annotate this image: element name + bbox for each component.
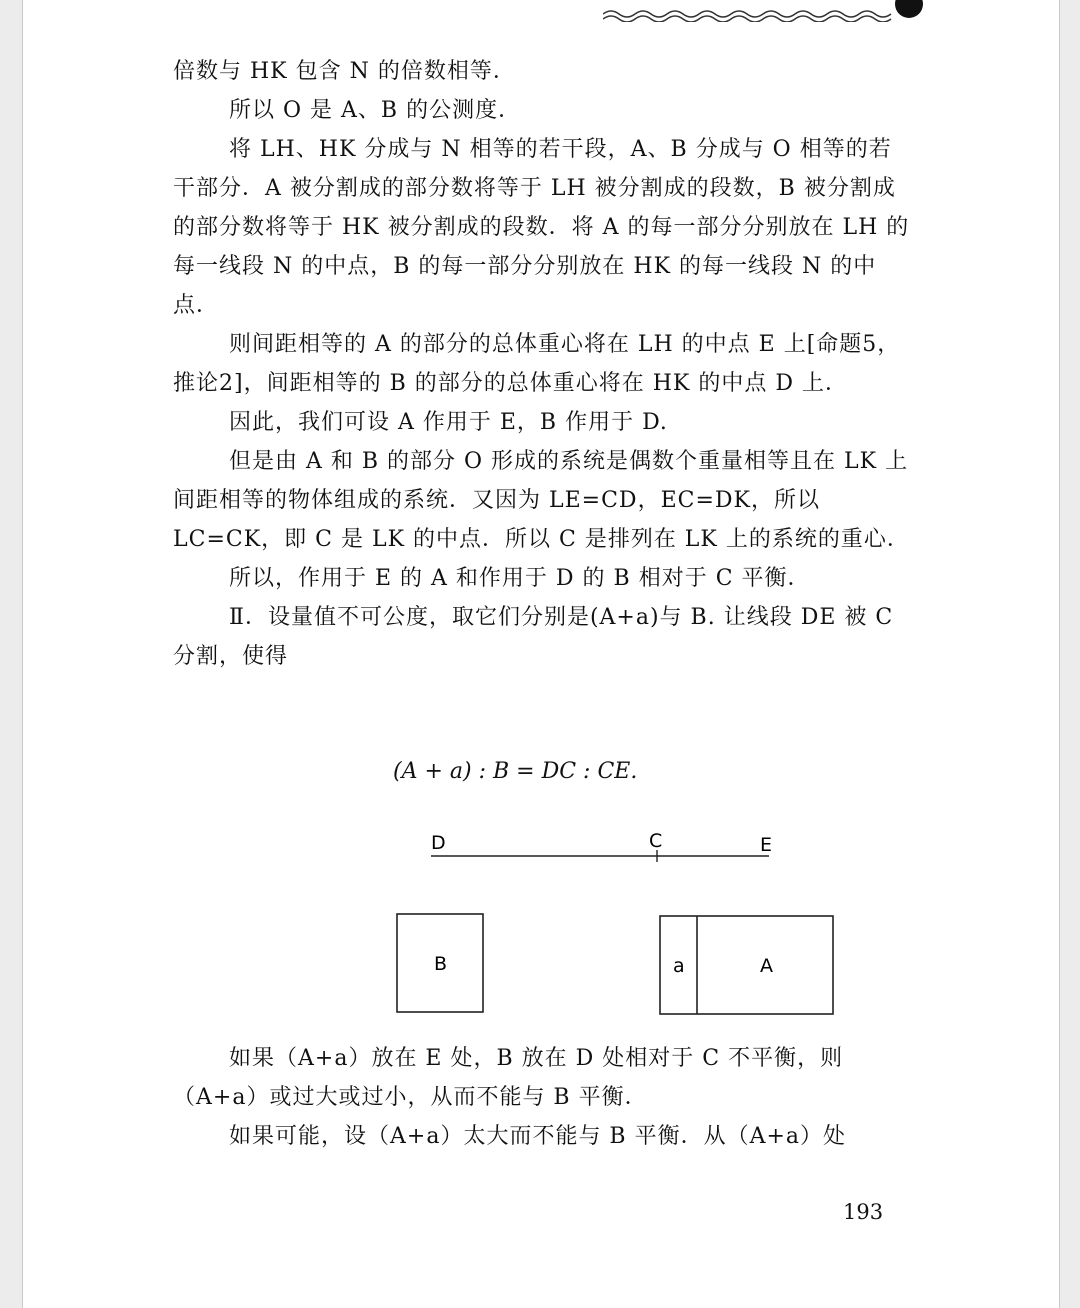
paragraph: 如果可能，设（A+a）太大而不能与 B 平衡．从（A+a）处 [229, 1124, 847, 1149]
header-ornament [603, 0, 933, 22]
book-page [22, 0, 1060, 1308]
lever-figure [383, 820, 853, 1034]
page-number: 193 [843, 1200, 884, 1224]
paragraph: 因此，我们可设 A 作用于 E，B 作用于 D. [229, 410, 668, 435]
paragraph: 将 LH、HK 分成与 N 相等的若干段，A、B 分成与 O 相等的若干部分．A 被分割成的部分数将等于 LH 被分割成的段数，B 被分割成的部分数将等于 HK 被分割成的段数．将 A 的每一部分分别放在 LH 的每一线段 N 的中点，B 的每一部分分别放在 HK 的每一线段 N 的中点． [173, 137, 910, 318]
proportion-formula: (A + a) : B = DC : CE. [393, 759, 638, 784]
body-text-bottom [173, 1039, 913, 1156]
paragraph: 所以，作用于 E 的 A 和作用于 D 的 B 相对于 C 平衡． [229, 566, 811, 591]
label-C: C [649, 830, 663, 852]
label-A: A [760, 955, 773, 977]
paragraph: 倍数与 HK 包含 N 的倍数相等． [173, 59, 516, 84]
paragraph: Ⅱ．设量值不可公度，取它们分别是(A+a)与 B. 让线段 DE 被 C 分割，使得 [173, 605, 894, 669]
weight-box-A-plus-a [660, 916, 833, 1014]
label-D: D [431, 832, 446, 854]
paragraph: 如果（A+a）放在 E 处，B 放在 D 处相对于 C 不平衡，则（A+a）或过大或过小，从而不能与 B 平衡． [173, 1046, 844, 1110]
paragraph: 所以 O 是 A、B 的公测度． [229, 98, 522, 123]
paragraph: 但是由 A 和 B 的部分 O 形成的系统是偶数个重量相等且在 LK 上间距相等的物体组成的系统．又因为 LE=CD，EC=DK，所以 LC=CK，即 C 是 LK 的中点．所以 C 是排列在 LK 上的系统的重心． [173, 449, 910, 552]
label-B: B [434, 953, 448, 975]
label-a: a [673, 955, 685, 977]
label-E: E [760, 834, 773, 856]
body-text-top [173, 52, 913, 676]
paragraph: 则间距相等的 A 的部分的总体重心将在 LH 的中点 E 上[命题5，推论2]，间距相等的 B 的部分的总体重心将在 HK 的中点 D 上． [173, 332, 901, 396]
